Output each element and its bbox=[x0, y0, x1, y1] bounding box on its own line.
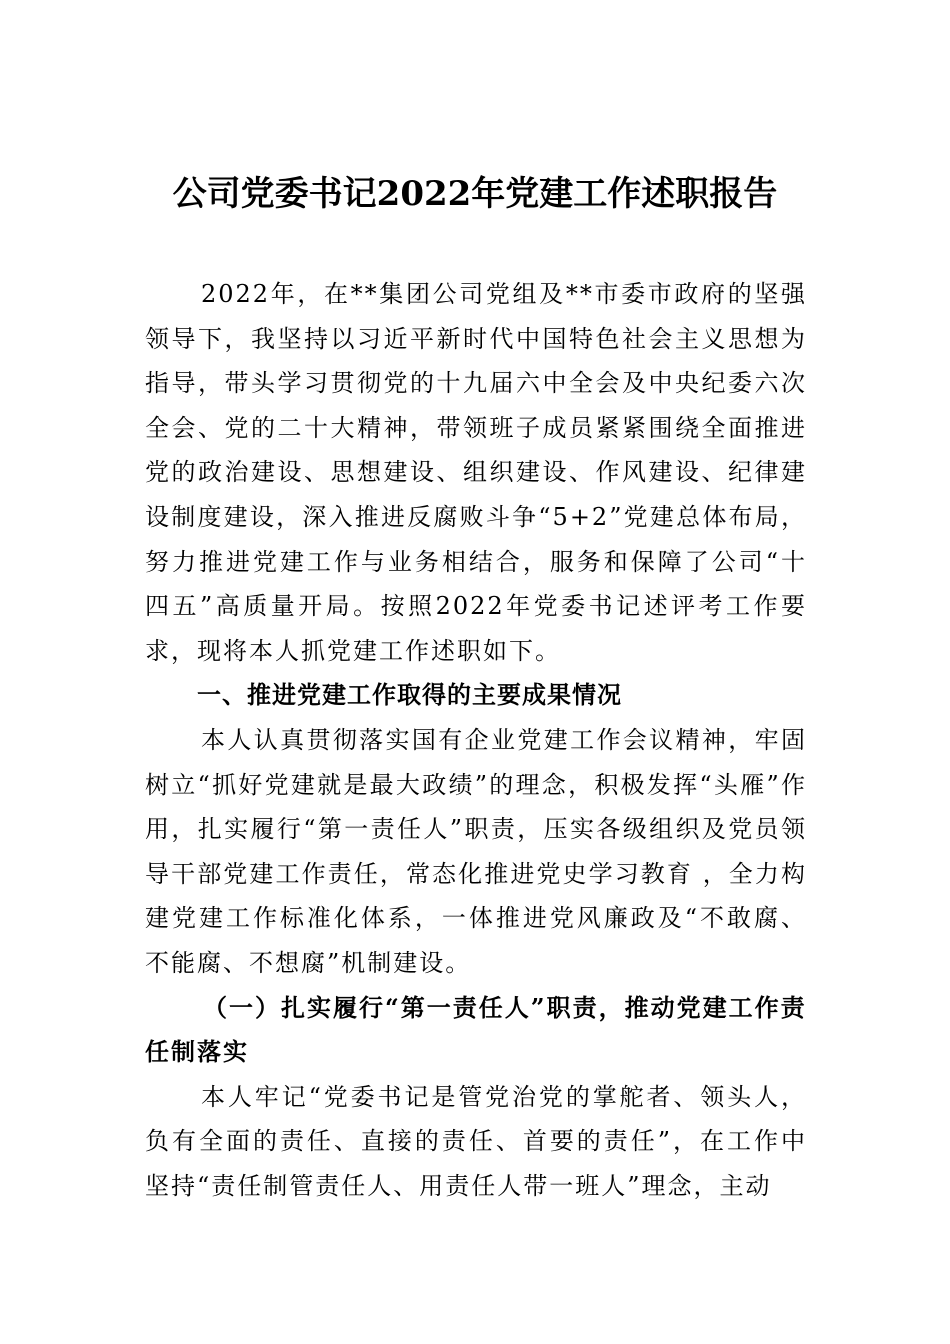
paragraph-intro: 2022年，在**集团公司党组及**市委市政府的坚强领导下，我坚持以习近平新时代中国特色社会主义思想为指导，带头学习贯彻党的十九届六中全会及中央纪委六次全会、党的二十大精神，带领班子成员紧紧围绕全面推进党的政治建设、思想建设、组织建设、作风建设、纪律建设制度建设，深入推进反腐败斗争“5+2”党建总体布局，努力推进党建工作与业务相结合，服务和保障了公司“十四五”高质量开局。按照2022年党委书记述评考工作要求，现将本人抓党建工作述职如下。 bbox=[145, 280, 807, 665]
document-body bbox=[145, 272, 807, 1208]
subsection-heading-1: （一）扎实履行“第一责任人”职责，推动党建工作责任制落实 bbox=[145, 992, 807, 1067]
paragraph-subsection-1: 本人牢记“党委书记是管党治党的掌舵者、领头人，负有全面的责任、直接的责任、首要的责任”，在工作中坚持“责任制管责任人、用责任人带一班人”理念，主动 bbox=[145, 1082, 807, 1200]
section-heading-1: 一、推进党建工作取得的主要成果情况 bbox=[197, 681, 622, 710]
document-title: 公司党委书记2022年党建工作述职报告 bbox=[172, 174, 778, 214]
paragraph-section-1: 本人认真贯彻落实国有企业党建工作会议精神，牢固树立“抓好党建就是最大政绩”的理念，积极发挥“头雁”作用，扎实履行“第一责任人”职责，压实各级组织及党员领导干部党建工作责任，常态化推进党史学习教育 ，全力构建党建工作标准化体系，一体推进党风廉政及“不敢腐、不能腐、不想腐”机制建设。 bbox=[145, 725, 807, 977]
